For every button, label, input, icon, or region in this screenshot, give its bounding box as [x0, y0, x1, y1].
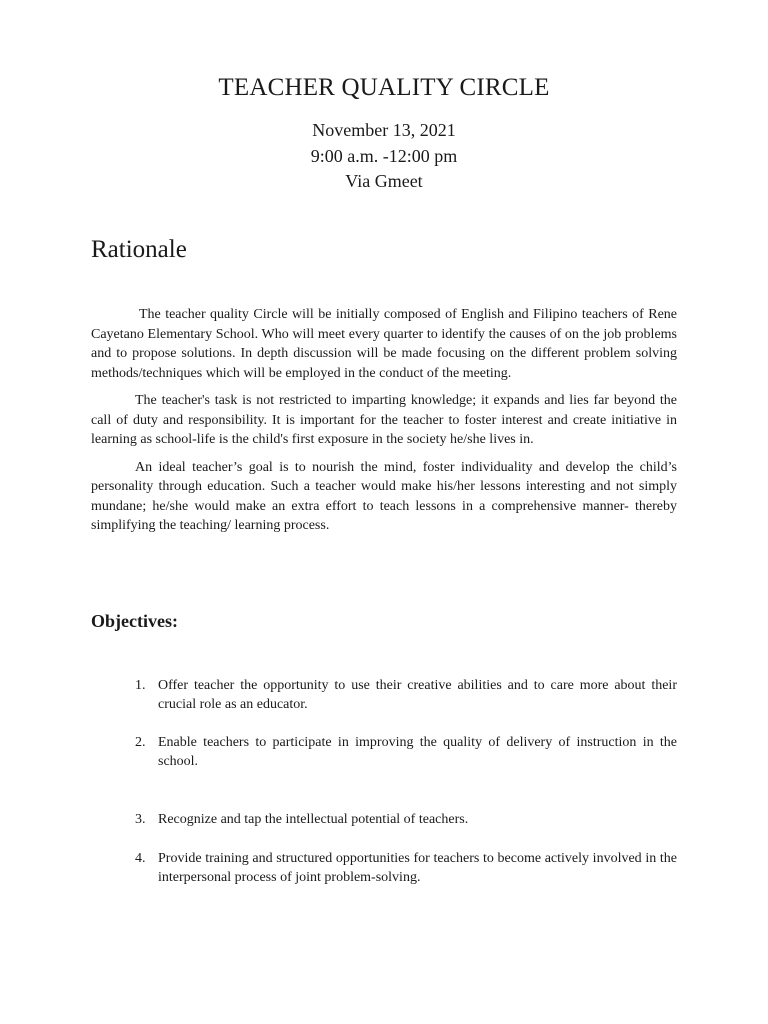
- list-item-text: Enable teachers to participate in improving the quality of delivery of instruction in the school.: [158, 735, 677, 769]
- rationale-heading: Rationale: [91, 236, 187, 263]
- list-item-text: Offer teacher the opportunity to use their creative abilities and to care more about their crucial role as an educator.: [158, 678, 677, 712]
- list-item-number: 3.: [135, 812, 146, 827]
- list-item-number: 2.: [135, 735, 146, 750]
- meeting-date: November 13, 2021: [312, 120, 456, 140]
- document-title: TEACHER QUALITY CIRCLE: [218, 74, 550, 101]
- meeting-time: 9:00 a.m. -12:00 pm: [310, 145, 458, 166]
- list-item-number: 1.: [135, 678, 146, 693]
- rationale-paragraph: The teacher's task is not restricted to imparting knowledge; it expands and lies far beyond the call of duty and responsibility. It is important for the teacher to foster interest and create initiative in learning as school-life is the child's first exposure in the society he/she lives in.: [91, 393, 677, 447]
- rationale-paragraph: The teacher quality Circle will be initially composed of English and Filipino teachers of Rene Cayetano Elementary School. Who will meet every quarter to identify the causes of on the job problems and to propose solutions. In depth discussion will be made focusing on the different problem solving methods/techniques which will be employed in the conduct of the meeting.: [91, 307, 677, 381]
- meeting-venue: Via Gmeet: [345, 171, 423, 191]
- rationale-paragraph: An ideal teacher’s goal is to nourish the mind, foster individuality and develop the child’s personality through education. Such a teacher would make his/her lessons interesting and not simply mundane; he/she would make an extra effort to teach lessons in a comprehensive manner- thereby simplifying the teaching/ learning process.: [91, 459, 677, 533]
- list-item-number: 4.: [135, 851, 146, 866]
- list-item-text: Recognize and tap the intellectual potential of teachers.: [158, 812, 469, 827]
- rationale-body: [91, 305, 677, 544]
- list-item-text: Provide training and structured opportunities for teachers to become actively involved in the interpersonal process of joint problem-solving.: [158, 851, 677, 885]
- meeting-details: [0, 118, 768, 195]
- objectives-heading: Objectives:: [91, 611, 178, 631]
